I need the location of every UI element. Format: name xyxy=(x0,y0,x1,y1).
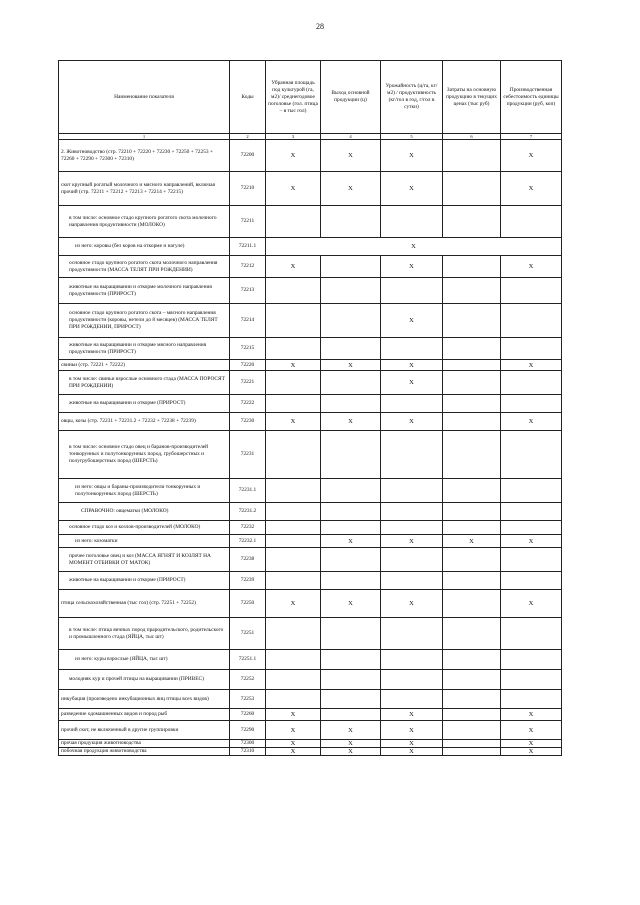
cell-c6 xyxy=(443,740,501,748)
row-name: птица сельскохозяйственная (тыс гол) (стр. 72251 + 72252) xyxy=(59,590,230,618)
row-name: в том числе: основное стадо овец и баранов-производителей тонкорунных и полутонкорунных пород, грубошерстных и полугрубошерстных пород (ШЕРСТЬ) xyxy=(59,431,230,479)
cell-c4 xyxy=(321,206,381,238)
cell-c7: X xyxy=(501,590,562,618)
cell-c3 xyxy=(266,650,321,670)
cell-c6 xyxy=(443,278,501,304)
cell-c5 xyxy=(381,278,443,304)
cell-c7 xyxy=(501,338,562,360)
row-code: 72211 xyxy=(230,206,266,238)
cell-c7: X xyxy=(501,709,562,721)
table-row xyxy=(59,395,562,413)
cell-c7: X xyxy=(501,256,562,278)
row-code: 72231.2 xyxy=(230,503,266,521)
row-name: СПРАВОЧНО: овцематки (МОЛОКО) xyxy=(59,503,230,521)
header-name: Наименование показателя xyxy=(59,61,230,134)
cell-c4 xyxy=(321,371,381,395)
cell-c3: X xyxy=(266,740,321,748)
cell-c5: X xyxy=(381,748,443,756)
cell-c5 xyxy=(381,431,443,479)
cell-c7: X xyxy=(501,172,562,206)
cell-c4 xyxy=(321,278,381,304)
cell-c3 xyxy=(266,690,321,709)
table-row xyxy=(59,535,562,548)
row-name: прочий скот, не включенный в другие группировки xyxy=(59,721,230,740)
row-name: животные на выращивании и откорме мясного направления продуктивности (ПРИРОСТ) xyxy=(59,338,230,360)
row-name: животные на выращивании и откорме молочного направления продуктивности (ПРИРОСТ) xyxy=(59,278,230,304)
cell-c5 xyxy=(381,479,443,503)
row-name: из него: куры взрослые (ЯЙЦА, тыс шт) xyxy=(59,650,230,670)
cell-c6 xyxy=(443,650,501,670)
row-code: 72200 xyxy=(230,140,266,172)
cell-c5 xyxy=(381,503,443,521)
row-name: основное стадо крупного рогатого скота молочного направления продуктивности (МАССА ТЕЛЯТ ПРИ РОЖДЕНИИ) xyxy=(59,256,230,278)
cell-c4: X xyxy=(321,721,381,740)
table-row xyxy=(59,590,562,618)
row-name: молодняк кур и прочей птицы на выращивании (ПРИВЕС) xyxy=(59,670,230,690)
cell-c7: X xyxy=(501,360,562,371)
cell-c3: X xyxy=(266,413,321,431)
row-code: 72210 xyxy=(230,172,266,206)
header-area: Убранная площадь под культурой (га, м2)/ среднегодовое поголовье (гол. птица – в тыс гол) xyxy=(266,61,321,134)
cell-c3 xyxy=(266,670,321,690)
cell-c3 xyxy=(266,618,321,650)
cell-c3: X xyxy=(266,721,321,740)
cell-c6: X xyxy=(443,535,501,548)
cell-c4: X xyxy=(321,740,381,748)
row-code: 72238 xyxy=(230,548,266,572)
cell-c3 xyxy=(266,371,321,395)
cell-c5: X xyxy=(381,360,443,371)
row-code: 72239 xyxy=(230,572,266,590)
row-code: 72253 xyxy=(230,690,266,709)
cell-c4 xyxy=(321,304,381,338)
row-name: из него: овцы и бараны-производители тонкорунных и полутонкорунных пород (ШЕРСТЬ) xyxy=(59,479,230,503)
row-code: 72215 xyxy=(230,338,266,360)
merged-cell: X xyxy=(266,238,562,256)
cell-c3: X xyxy=(266,172,321,206)
table-row xyxy=(59,670,562,690)
cell-c3 xyxy=(266,503,321,521)
cell-c4 xyxy=(321,431,381,479)
row-name: прочая продукция животноводства xyxy=(59,740,230,748)
table-row xyxy=(59,413,562,431)
cell-c4 xyxy=(321,521,381,535)
cell-c6 xyxy=(443,572,501,590)
cell-c7: X xyxy=(501,740,562,748)
row-code: 72310 xyxy=(230,748,266,756)
cell-c3: X xyxy=(266,590,321,618)
livestock-indicators-table xyxy=(58,60,562,756)
header-cost-unit: Производственная себестоимость единицы продукции (руб, коп) xyxy=(501,61,562,134)
cell-c4 xyxy=(321,395,381,413)
row-code: 72231.1 xyxy=(230,479,266,503)
row-code: 72211.1 xyxy=(230,238,266,256)
cell-c3: X xyxy=(266,360,321,371)
cell-c3 xyxy=(266,535,321,548)
table-row xyxy=(59,548,562,572)
cell-c5: X xyxy=(381,590,443,618)
cell-c6 xyxy=(443,338,501,360)
cell-c6 xyxy=(443,748,501,756)
row-name: скот крупный рогатый молочного и мясного направлений, включая прочий (стр. 72211 + 72212 + 72213 + 72214 + 72215) xyxy=(59,172,230,206)
row-code: 72290 xyxy=(230,721,266,740)
cell-c5: X xyxy=(381,721,443,740)
row-name: животные на выращивании и откорме (ПРИРОСТ) xyxy=(59,395,230,413)
cell-c7: X xyxy=(501,140,562,172)
cell-c5 xyxy=(381,690,443,709)
col-number: 4 xyxy=(321,134,381,140)
row-code: 72222 xyxy=(230,395,266,413)
row-name: в том числе: основное стадо крупного рогатого скота молочного направления продуктивности (МОЛОКО) xyxy=(59,206,230,238)
cell-c5 xyxy=(381,548,443,572)
cell-c3 xyxy=(266,206,321,238)
cell-c4 xyxy=(321,709,381,721)
cell-c5: X xyxy=(381,304,443,338)
cell-c6 xyxy=(443,709,501,721)
cell-c3: X xyxy=(266,748,321,756)
cell-c4 xyxy=(321,618,381,650)
cell-c7: X xyxy=(501,413,562,431)
table-row xyxy=(59,206,562,238)
cell-c5: X xyxy=(381,172,443,206)
cell-c5 xyxy=(381,650,443,670)
table-row xyxy=(59,740,562,748)
cell-c7 xyxy=(501,521,562,535)
cell-c6 xyxy=(443,521,501,535)
table-row xyxy=(59,709,562,721)
row-code: 72213 xyxy=(230,278,266,304)
cell-c7 xyxy=(501,304,562,338)
table-row xyxy=(59,140,562,172)
header-output: Выход основной продукции (ц) xyxy=(321,61,381,134)
row-name: инкубация (произведено инкубационных яиц птицы всех видов) xyxy=(59,690,230,709)
cell-c6 xyxy=(443,256,501,278)
cell-c4 xyxy=(321,479,381,503)
cell-c7 xyxy=(501,572,562,590)
cell-c4: X xyxy=(321,360,381,371)
cell-c6 xyxy=(443,140,501,172)
row-code: 72251.1 xyxy=(230,650,266,670)
table-row xyxy=(59,690,562,709)
row-code: 72221 xyxy=(230,371,266,395)
cell-c7 xyxy=(501,650,562,670)
cell-c6 xyxy=(443,503,501,521)
row-code: 72220 xyxy=(230,360,266,371)
cell-c7 xyxy=(501,479,562,503)
cell-c4: X xyxy=(321,535,381,548)
cell-c7 xyxy=(501,431,562,479)
cell-c4 xyxy=(321,690,381,709)
cell-c7: X xyxy=(501,535,562,548)
cell-c7 xyxy=(501,690,562,709)
cell-c6 xyxy=(443,548,501,572)
row-name: в том числе: свиньи взрослые основного стада (МАССА ПОРОСЯТ ПРИ РОЖДЕНИИ) xyxy=(59,371,230,395)
cell-c4: X xyxy=(321,413,381,431)
cell-c7 xyxy=(501,503,562,521)
cell-c6 xyxy=(443,304,501,338)
cell-c3 xyxy=(266,278,321,304)
cell-c7 xyxy=(501,548,562,572)
row-code: 72260 xyxy=(230,709,266,721)
cell-c4 xyxy=(321,548,381,572)
cell-c4 xyxy=(321,670,381,690)
cell-c5 xyxy=(381,338,443,360)
row-name: основное стадо крупного рогатого скота – мясного направления продуктивности (коровы, нетели до 8 месяцев) (МАССА ТЕЛЯТ ПРИ РОЖДЕНИИ, ПРИРОСТ) xyxy=(59,304,230,338)
header-costs: Затраты на основную продукцию в текущих ценах (тыс руб) xyxy=(443,61,501,134)
row-code: 72252 xyxy=(230,670,266,690)
cell-c5 xyxy=(381,521,443,535)
cell-c6 xyxy=(443,360,501,371)
cell-c4: X xyxy=(321,172,381,206)
row-name: из него: козоматки xyxy=(59,535,230,548)
cell-c5 xyxy=(381,572,443,590)
cell-c6 xyxy=(443,479,501,503)
cell-c3 xyxy=(266,304,321,338)
row-code: 72214 xyxy=(230,304,266,338)
cell-c7: X xyxy=(501,721,562,740)
cell-c3 xyxy=(266,395,321,413)
cell-c3 xyxy=(266,338,321,360)
table-row xyxy=(59,238,562,256)
cell-c4: X xyxy=(321,590,381,618)
cell-c6 xyxy=(443,670,501,690)
table-row xyxy=(59,431,562,479)
col-number: 7 xyxy=(501,134,562,140)
cell-c4 xyxy=(321,572,381,590)
cell-c5: X xyxy=(381,256,443,278)
cell-c3 xyxy=(266,431,321,479)
cell-c7 xyxy=(501,618,562,650)
table-row xyxy=(59,479,562,503)
row-name: овцы, козы (стр. 72231 + 72231.2 + 72232 + 72238 + 72239) xyxy=(59,413,230,431)
row-name: в том числе: птица яичных пород прародительского, родительского и промышленного стада (ЯЙЦА, тыс шт) xyxy=(59,618,230,650)
cell-c4: X xyxy=(321,140,381,172)
table-row xyxy=(59,256,562,278)
cell-c4 xyxy=(321,650,381,670)
cell-c3: X xyxy=(266,140,321,172)
row-code: 72212 xyxy=(230,256,266,278)
table-row xyxy=(59,172,562,206)
cell-c7 xyxy=(501,670,562,690)
cell-c5: X xyxy=(381,371,443,395)
table-row xyxy=(59,338,562,360)
row-code: 72232.1 xyxy=(230,535,266,548)
cell-c6 xyxy=(443,590,501,618)
cell-c3 xyxy=(266,572,321,590)
cell-c5 xyxy=(381,395,443,413)
cell-c5 xyxy=(381,206,443,238)
cell-c5 xyxy=(381,618,443,650)
table-row xyxy=(59,360,562,371)
cell-c5: X xyxy=(381,709,443,721)
row-name: побочная продукция животноводства xyxy=(59,748,230,756)
row-name: из него: коровы (без коров на откорме и нагуле) xyxy=(59,238,230,256)
cell-c6 xyxy=(443,395,501,413)
table-row xyxy=(59,503,562,521)
table-row xyxy=(59,371,562,395)
cell-c7 xyxy=(501,206,562,238)
cell-c5: X xyxy=(381,535,443,548)
cell-c5: X xyxy=(381,140,443,172)
col-number: 5 xyxy=(381,134,443,140)
cell-c7 xyxy=(501,395,562,413)
row-name: основное стадо коз и козлов-производителей (МОЛОКО) xyxy=(59,521,230,535)
cell-c4: X xyxy=(321,748,381,756)
cell-c3 xyxy=(266,548,321,572)
col-number: 6 xyxy=(443,134,501,140)
table-row xyxy=(59,721,562,740)
row-code: 72251 xyxy=(230,618,266,650)
header-code: Коды xyxy=(230,61,266,134)
cell-c4 xyxy=(321,338,381,360)
cell-c7 xyxy=(501,278,562,304)
cell-c5: X xyxy=(381,740,443,748)
table-row xyxy=(59,650,562,670)
cell-c3: X xyxy=(266,709,321,721)
table-row xyxy=(59,748,562,756)
table-row xyxy=(59,572,562,590)
cell-c7: X xyxy=(501,748,562,756)
cell-c6 xyxy=(443,371,501,395)
col-number: 1 xyxy=(59,134,230,140)
row-code: 72300 xyxy=(230,740,266,748)
header-yield: Урожайность (ц/га, кг/м2) / продуктивность (кг/гол в год, г/гол в сутки) xyxy=(381,61,443,134)
row-name: разведение одомашненных видов и пород рыб xyxy=(59,709,230,721)
row-name: прочее поголовье овец и коз (МАССА ЯГНЯТ И КОЗЛЯТ НА МОМЕНТ ОТБИВКИ ОТ МАТОК) xyxy=(59,548,230,572)
cell-c6 xyxy=(443,690,501,709)
cell-c4 xyxy=(321,256,381,278)
row-name: животные на выращивании и откорме (ПРИРОСТ) xyxy=(59,572,230,590)
cell-c3 xyxy=(266,479,321,503)
cell-c3: X xyxy=(266,256,321,278)
row-code: 72250 xyxy=(230,590,266,618)
cell-c7 xyxy=(501,371,562,395)
cell-c5: X xyxy=(381,413,443,431)
cell-c5 xyxy=(381,670,443,690)
row-code: 72230 xyxy=(230,413,266,431)
cell-c6 xyxy=(443,172,501,206)
cell-c6 xyxy=(443,721,501,740)
row-code: 72231 xyxy=(230,431,266,479)
table-row xyxy=(59,278,562,304)
page-number: 28 xyxy=(316,22,324,31)
cell-c6 xyxy=(443,431,501,479)
col-number: 3 xyxy=(266,134,321,140)
cell-c6 xyxy=(443,206,501,238)
cell-c4 xyxy=(321,503,381,521)
table-row xyxy=(59,521,562,535)
table-row xyxy=(59,618,562,650)
header-row xyxy=(59,61,562,134)
table-row xyxy=(59,304,562,338)
row-name: свиньи (стр. 72221 + 72222) xyxy=(59,360,230,371)
row-name: 2. Животноводство (стр. 72210 + 72220 + 72230 + 72250 + 72253 + 72260 + 72290 + 72300 + 72310) xyxy=(59,140,230,172)
col-number: 2 xyxy=(230,134,266,140)
cell-c6 xyxy=(443,618,501,650)
cell-c6 xyxy=(443,413,501,431)
cell-c3 xyxy=(266,521,321,535)
row-code: 72232 xyxy=(230,521,266,535)
